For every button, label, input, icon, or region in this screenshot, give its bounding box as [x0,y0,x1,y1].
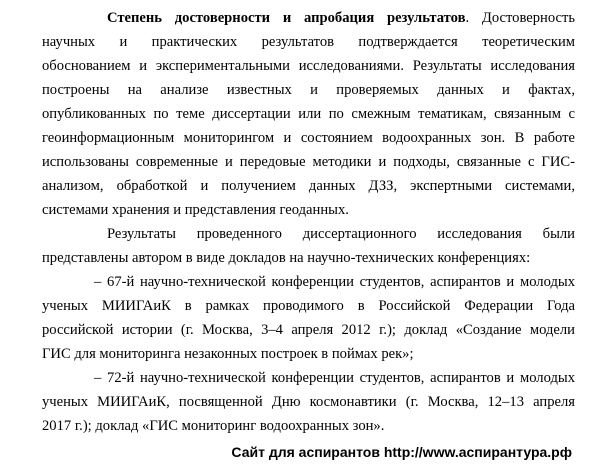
list-item-2-line-2: ученых МИИГАиК, посвященной Дню космонавтики (г. Москва, 12–13 апреля [42,394,575,410]
paragraph-1-line-7: использованы современные и передовые методики и подходы, связанные с ГИС- [42,154,575,170]
list-item-1-line-1: – 67-й научно-технической конференции студентов, аспирантов и молодых [94,274,575,290]
paragraph-1-line-6: геоинформационным мониторингом и состоянием водоохранных зон. В работе [42,130,575,146]
paragraph-1-line-8: анализом, обработкой и получением данных ДЗЗ, экспертными системами, [42,178,575,194]
paragraph-1-line-2: научных и практических результатов подтверждается теоретическим [42,34,575,50]
paragraph-2-line-2: представлены автором в виде докладов на научно-технических конференциях: [42,250,531,266]
list-item-2-line-1: – 72-й научно-технической конференции студентов, аспирантов и молодых [94,370,575,386]
heading-tail: . Достоверность [465,10,576,26]
list-item-1-line-3: российской истории (г. Москва, 3–4 апреля 2012 г.); доклад «Создание модели [42,322,575,338]
paragraph-1-line-5: опубликованных по теме диссертации или по смежным тематикам, связанным с [42,106,575,122]
list-item-2-line-3: 2017 г.); доклад «ГИС мониторинг водоохранных зон». [42,418,385,434]
section-heading: Степень достоверности и апробация результатов [107,10,466,26]
paragraph-1-line-9: системами хранения и представления геоданных. [42,202,349,218]
paragraph-1-line-3: обоснованием и экспериментальными исследованиями. Результаты исследования [42,58,575,74]
paragraph-1-line-1 [107,9,575,27]
list-item-1-line-4: ГИС для мониторинга незаконных построек в поймах рек»; [42,346,414,362]
paragraph-2-line-1: Результаты проведенного диссертационного исследования были [107,226,575,242]
site-watermark: Сайт для аспирантов http://www.аспирантура.рф [231,444,572,460]
list-item-1-line-2: ученых МИИГАиК в рамках проводимого в Российской Федерации Года [42,298,575,314]
paragraph-1-line-4: построены на анализе известных и проверяемых данных и фактах, [42,82,575,98]
